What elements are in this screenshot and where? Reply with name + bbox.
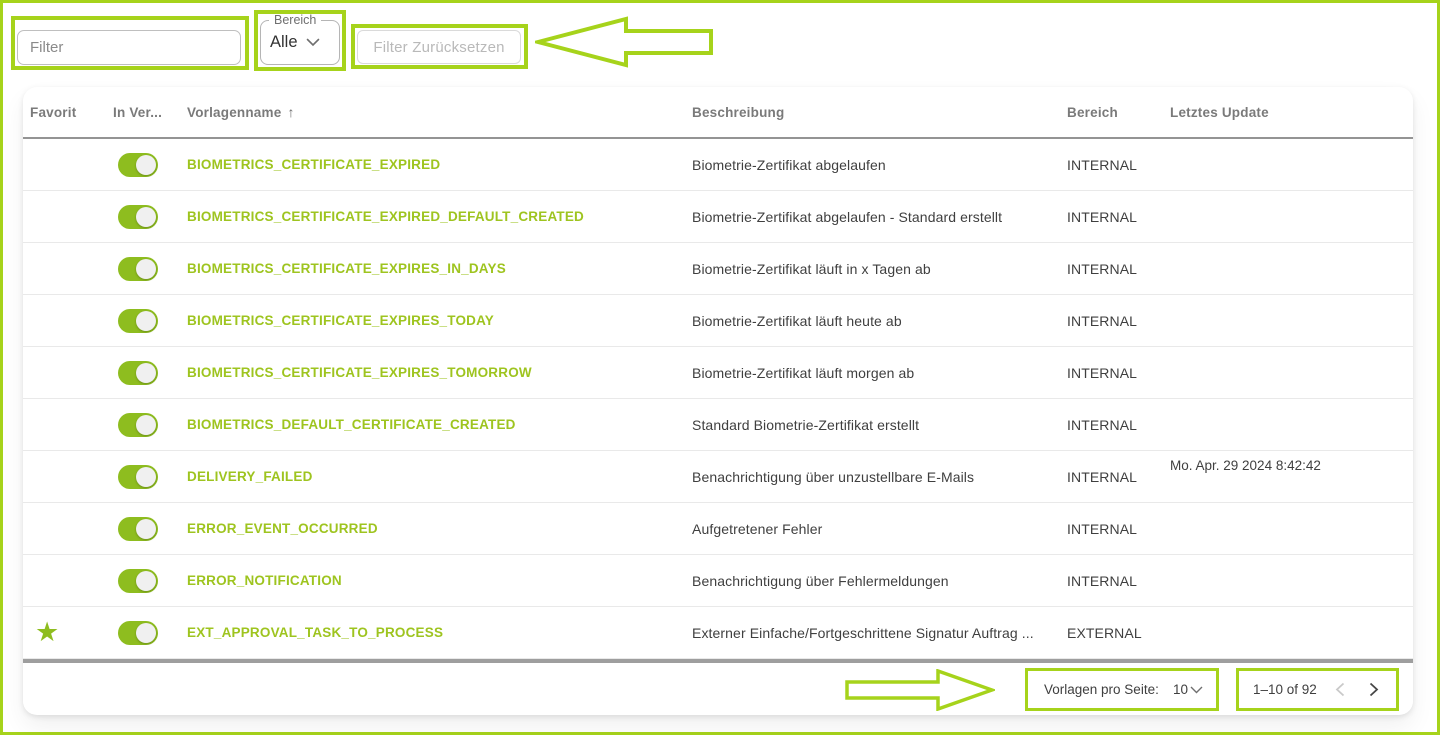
template-bereich: INTERNAL xyxy=(1067,208,1138,225)
templates-table-card xyxy=(23,87,1413,715)
template-bereich: INTERNAL xyxy=(1067,416,1138,433)
in-use-toggle[interactable] xyxy=(118,205,158,229)
template-last-update xyxy=(1170,399,1413,406)
column-header-beschreibung: Beschreibung xyxy=(692,104,785,120)
template-last-update xyxy=(1170,347,1413,354)
toggle-knob xyxy=(136,155,156,175)
per-page-select[interactable]: 10 xyxy=(1172,682,1188,697)
template-name-link[interactable]: ERROR_NOTIFICATION xyxy=(187,573,342,588)
template-last-update xyxy=(1170,243,1413,250)
in-use-cell xyxy=(109,465,187,489)
previous-page-button[interactable] xyxy=(1333,680,1347,699)
in-use-cell xyxy=(109,621,187,645)
in-use-cell xyxy=(109,309,187,333)
template-name-link[interactable]: BIOMETRICS_CERTIFICATE_EXPIRES_IN_DAYS xyxy=(187,261,506,276)
in-use-cell xyxy=(109,205,187,229)
in-use-cell xyxy=(109,517,187,541)
table-row xyxy=(23,139,1413,191)
toggle-knob xyxy=(136,571,156,591)
favorit-cell xyxy=(23,255,109,282)
column-header-in-verwendung: In Ver... xyxy=(113,104,163,120)
template-name-link[interactable]: EXT_APPROVAL_TASK_TO_PROCESS xyxy=(187,625,444,640)
template-last-update xyxy=(1170,503,1413,510)
column-header-letztes-update: Letztes Update xyxy=(1170,104,1269,120)
template-bereich: EXTERNAL xyxy=(1067,624,1142,641)
template-bereich: INTERNAL xyxy=(1067,520,1138,537)
in-use-toggle[interactable] xyxy=(118,465,158,489)
in-use-cell xyxy=(109,257,187,281)
chevron-down-icon xyxy=(1190,686,1203,694)
table-footer xyxy=(23,663,1413,714)
bereich-select-value: Alle xyxy=(270,33,298,51)
table-row xyxy=(23,295,1413,347)
template-name-link[interactable]: BIOMETRICS_DEFAULT_CERTIFICATE_CREATED xyxy=(187,417,516,432)
template-description: Externer Einfache/Fortgeschrittene Signatur Auftrag ... xyxy=(692,624,1034,641)
template-bereich: INTERNAL xyxy=(1067,260,1138,277)
in-use-toggle[interactable] xyxy=(118,517,158,541)
chevron-left-icon xyxy=(1335,682,1345,697)
reset-filter-button[interactable]: Filter Zurücksetzen xyxy=(357,30,521,64)
template-last-update xyxy=(1170,191,1413,198)
in-use-toggle[interactable] xyxy=(118,153,158,177)
template-name-link[interactable]: BIOMETRICS_CERTIFICATE_EXPIRES_TODAY xyxy=(187,313,495,328)
toggle-knob xyxy=(136,363,156,383)
toggle-knob xyxy=(136,623,156,643)
template-description: Biometrie-Zertifikat läuft in x Tagen ab xyxy=(692,260,931,277)
table-row xyxy=(23,243,1413,295)
toggle-knob xyxy=(136,259,156,279)
favorite-star-icon[interactable]: ★ xyxy=(35,619,60,646)
template-description: Aufgetretener Fehler xyxy=(692,520,823,537)
toggle-knob xyxy=(136,207,156,227)
template-description: Biometrie-Zertifikat abgelaufen xyxy=(692,156,886,173)
table-row xyxy=(23,399,1413,451)
in-use-cell xyxy=(109,413,187,437)
chevron-down-icon xyxy=(306,38,320,47)
template-last-update: Mo. Apr. 29 2024 8:42:42 xyxy=(1170,458,1321,473)
table-row xyxy=(23,607,1413,659)
toggle-knob xyxy=(136,415,156,435)
next-page-button[interactable] xyxy=(1367,680,1381,699)
in-use-toggle[interactable] xyxy=(118,309,158,333)
template-last-update xyxy=(1170,295,1413,302)
in-use-toggle[interactable] xyxy=(118,257,158,281)
in-use-toggle[interactable] xyxy=(118,621,158,645)
pagination-range-label: 1–10 of 92 xyxy=(1253,682,1317,697)
template-bereich: INTERNAL xyxy=(1067,572,1138,589)
in-use-toggle[interactable] xyxy=(118,361,158,385)
column-header-bereich: Bereich xyxy=(1067,104,1118,120)
template-name-link[interactable]: BIOMETRICS_CERTIFICATE_EXPIRES_TOMORROW xyxy=(187,365,532,380)
template-description: Benachrichtigung über unzustellbare E-Mails xyxy=(692,468,975,485)
table-body xyxy=(23,139,1413,659)
toggle-knob xyxy=(136,519,156,539)
per-page-label: Vorlagen pro Seite: xyxy=(1044,682,1159,697)
template-bereich: INTERNAL xyxy=(1067,364,1138,381)
chevron-right-icon xyxy=(1369,682,1379,697)
annotation-box-per-page xyxy=(1025,668,1219,711)
filter-input[interactable] xyxy=(17,30,241,65)
template-name-link[interactable]: DELIVERY_FAILED xyxy=(187,469,313,484)
table-row xyxy=(23,347,1413,399)
toggle-knob xyxy=(136,311,156,331)
template-name-link[interactable]: BIOMETRICS_CERTIFICATE_EXPIRED_DEFAULT_CREATED xyxy=(187,209,584,224)
favorit-cell xyxy=(23,411,109,438)
favorit-cell xyxy=(23,307,109,334)
table-row xyxy=(23,503,1413,555)
favorit-cell xyxy=(23,619,109,646)
column-header-vorlagenname[interactable] xyxy=(187,104,692,120)
favorit-cell xyxy=(23,359,109,386)
annotation-arrow-right-icon xyxy=(845,669,995,711)
template-description: Standard Biometrie-Zertifikat erstellt xyxy=(692,416,920,433)
favorit-cell xyxy=(23,567,109,594)
template-bereich: INTERNAL xyxy=(1067,156,1138,173)
favorit-cell xyxy=(23,515,109,542)
template-bereich: INTERNAL xyxy=(1067,312,1138,329)
template-last-update xyxy=(1170,555,1413,562)
annotation-box-pagination xyxy=(1236,668,1399,711)
template-last-update xyxy=(1170,139,1413,146)
template-last-update xyxy=(1170,607,1413,614)
table-row xyxy=(23,191,1413,243)
template-bereich: INTERNAL xyxy=(1067,468,1138,485)
table-header-row xyxy=(23,87,1413,139)
column-header-favorit: Favorit xyxy=(30,104,77,120)
favorit-cell xyxy=(23,151,109,178)
table-row xyxy=(23,451,1413,503)
sort-ascending-icon: ↑ xyxy=(287,104,295,120)
table-row xyxy=(23,555,1413,607)
in-use-cell xyxy=(109,153,187,177)
in-use-toggle[interactable] xyxy=(118,413,158,437)
annotation-arrow-left-icon xyxy=(535,16,715,68)
template-description: Biometrie-Zertifikat läuft morgen ab xyxy=(692,364,915,381)
bereich-select[interactable] xyxy=(260,13,340,65)
favorit-cell xyxy=(23,463,109,490)
template-name-link[interactable]: ERROR_EVENT_OCCURRED xyxy=(187,521,378,536)
template-description: Biometrie-Zertifikat abgelaufen - Standard erstellt xyxy=(692,208,1003,225)
in-use-toggle[interactable] xyxy=(118,569,158,593)
column-header-vorlagenname-label: Vorlagenname xyxy=(187,105,282,120)
template-description: Biometrie-Zertifikat läuft heute ab xyxy=(692,312,902,329)
in-use-cell xyxy=(109,569,187,593)
favorit-cell xyxy=(23,203,109,230)
template-description: Benachrichtigung über Fehlermeldungen xyxy=(692,572,949,589)
toggle-knob xyxy=(136,467,156,487)
template-name-link[interactable]: BIOMETRICS_CERTIFICATE_EXPIRED xyxy=(187,157,441,172)
bereich-select-label: Bereich xyxy=(269,12,321,30)
in-use-cell xyxy=(109,361,187,385)
